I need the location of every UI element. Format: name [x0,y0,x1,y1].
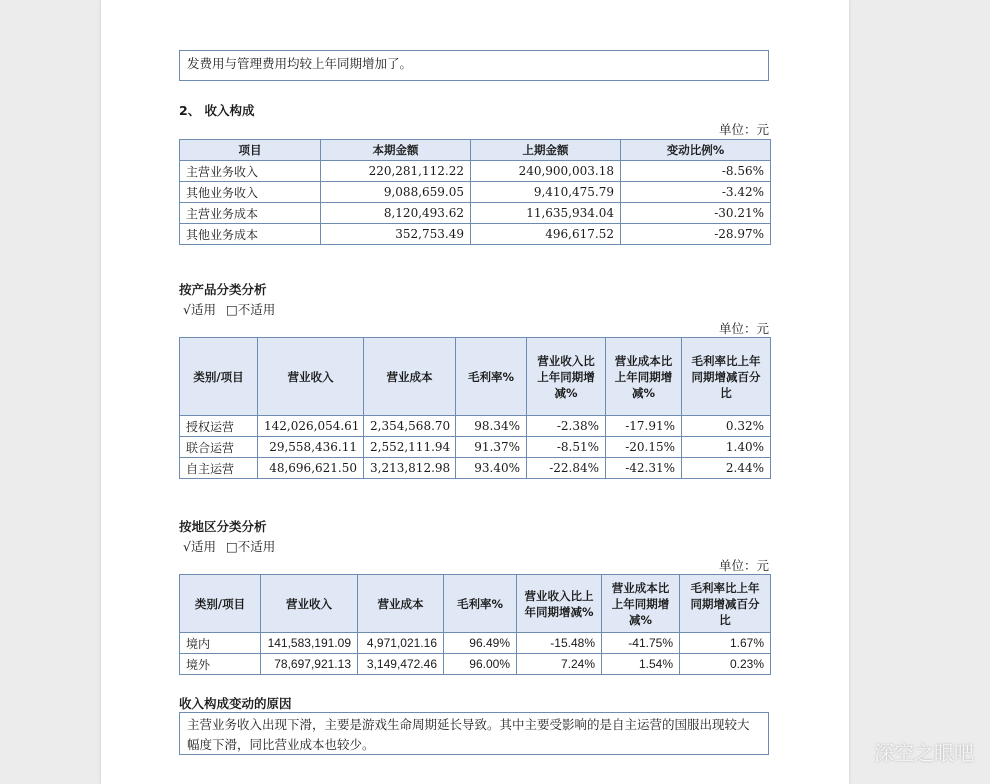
product-analysis-title: 按产品分类分析 [179,282,267,297]
table-cell: 78,697,921.13 [261,654,358,675]
table-cell: 主营业务收入 [180,161,321,182]
table-row [180,437,771,458]
region-analysis-table [179,574,771,675]
table-cell: 7.24% [517,654,602,675]
product-unit: 单位：元 [718,321,769,336]
table-cell: 境内 [180,633,261,654]
col-header: 营业成本 [364,338,456,416]
col-header: 营业成本 [358,575,444,633]
table-row [180,203,771,224]
table-cell: 496,617.52 [471,224,621,245]
table-cell: 主营业务成本 [180,203,321,224]
reason-text: 主营业务收入出现下滑，主要是游戏生命周期延长导致。其中主要受影响的是自主运营的国服出现较大幅度下滑，同比营业成本也较少。 [187,717,750,752]
table-cell: -3.42% [621,182,771,203]
table-cell: 0.32% [682,416,771,437]
top-note-text: 发费用与管理费用均较上年同期增加了。 [187,56,413,71]
table-row [180,416,771,437]
table-cell: 4,971,021.16 [358,633,444,654]
table-cell: 其他业务成本 [180,224,321,245]
table-cell: 220,281,112.22 [321,161,471,182]
table-cell: 1.67% [680,633,771,654]
table-cell: 境外 [180,654,261,675]
table-cell: -15.48% [517,633,602,654]
table-cell: -17.91% [606,416,682,437]
table-cell: 141,583,191.09 [261,633,358,654]
table-cell: 1.40% [682,437,771,458]
table-cell: 48,696,621.50 [258,458,364,479]
table-row [180,224,771,245]
table-cell: 96.00% [444,654,517,675]
table-cell: -8.56% [621,161,771,182]
table-cell: 91.37% [456,437,527,458]
col-header: 毛利率比上年同期增减百分比 [682,338,771,416]
table-cell: 3,149,472.46 [358,654,444,675]
col-header: 毛利率比上年同期增减百分比 [680,575,771,633]
table-cell: 2,354,568.70 [364,416,456,437]
table-cell: -42.31% [606,458,682,479]
col-header: 营业成本比上年同期增减% [602,575,680,633]
section-2-title: 2、 收入构成 [179,103,255,118]
table-cell: 授权运营 [180,416,258,437]
table-cell: -22.84% [527,458,606,479]
product-applicability [183,300,275,318]
table-row [180,633,771,654]
table-cell: 352,753.49 [321,224,471,245]
region-unit: 单位：元 [718,558,769,573]
table-cell: 联合运营 [180,437,258,458]
col-header: 毛利率% [456,338,527,416]
table-cell: 自主运营 [180,458,258,479]
table-cell: 240,900,003.18 [471,161,621,182]
watermark: 深空之眼吧 [874,741,974,765]
region-analysis-title: 按地区分类分析 [179,519,267,534]
applicable-checkbox: √适用 [183,539,216,554]
table-cell: -20.15% [606,437,682,458]
income-composition-table [179,139,771,245]
reason-title: 收入构成变动的原因 [179,696,292,711]
col-header: 营业收入比上年同期增减% [517,575,602,633]
table-cell: 11,635,934.04 [471,203,621,224]
col-header: 营业成本比上年同期增减% [606,338,682,416]
section-2-unit: 单位：元 [718,122,769,137]
table-cell: 1.54% [602,654,680,675]
region-applicability [183,537,275,555]
not-applicable-checkbox: □不适用 [225,539,276,554]
table-cell: -41.75% [602,633,680,654]
col-header: 变动比例% [621,140,771,161]
col-header: 营业收入 [258,338,364,416]
table-cell: 0.23% [680,654,771,675]
reason-box [179,712,769,755]
document-page [101,0,849,784]
applicable-checkbox: √适用 [183,302,216,317]
table-row [180,654,771,675]
table-cell: -28.97% [621,224,771,245]
col-header: 本期金额 [321,140,471,161]
table-cell: -8.51% [527,437,606,458]
table-cell: 其他业务收入 [180,182,321,203]
col-header: 毛利率% [444,575,517,633]
table-header-row [180,338,771,416]
table-cell: 9,410,475.79 [471,182,621,203]
table-cell: 2.44% [682,458,771,479]
table-header-row [180,140,771,161]
table-cell: -2.38% [527,416,606,437]
table-header-row [180,575,771,633]
table-cell: 8,120,493.62 [321,203,471,224]
table-cell: -30.21% [621,203,771,224]
table-row [180,182,771,203]
table-cell: 98.34% [456,416,527,437]
table-cell: 93.40% [456,458,527,479]
col-header: 上期金额 [471,140,621,161]
col-header: 类别/项目 [180,575,261,633]
table-cell: 3,213,812.98 [364,458,456,479]
col-header: 类别/项目 [180,338,258,416]
table-cell: 142,026,054.61 [258,416,364,437]
table-row [180,161,771,182]
col-header: 营业收入 [261,575,358,633]
col-header: 营业收入比上年同期增减% [527,338,606,416]
table-cell: 2,552,111.94 [364,437,456,458]
table-cell: 9,088,659.05 [321,182,471,203]
product-analysis-table [179,337,771,479]
table-row [180,458,771,479]
not-applicable-checkbox: □不适用 [225,302,276,317]
table-cell: 96.49% [444,633,517,654]
table-cell: 29,558,436.11 [258,437,364,458]
top-note-box [179,50,769,81]
col-header: 项目 [180,140,321,161]
